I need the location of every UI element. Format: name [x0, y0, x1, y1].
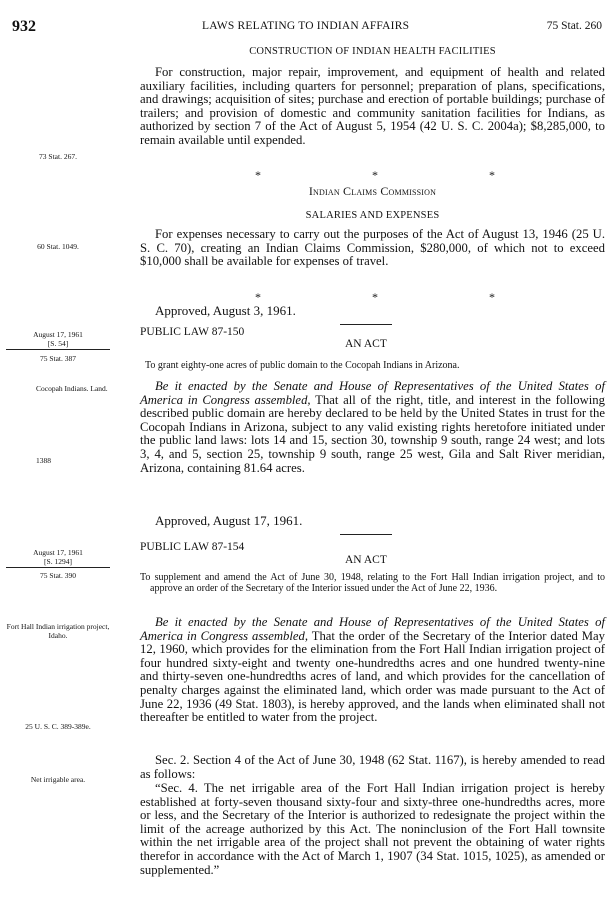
margin-bill-info [6, 548, 110, 568]
claims-commission-heading: Indian Claims Commission [308, 184, 437, 198]
divider [340, 534, 392, 535]
act-body: That the order of the Secretary of the Interior dated May 12, 1960, which provides for the elimination from the Fort Hall Indian irrigation project of four hundred sixty-eight and twenty one-hundredths acres and one hundred twenty-nine and thirty-seven one-hundredths acres of land, and which provides for the cancellation of penalty charges against the eliminated land, which order was made pursuant to the Act of June 22, 1936 (49 Stat. 1803), is hereby approved, and the lands when eliminated shall not thereafter be entitled to water from the project. [140, 628, 605, 725]
health-facilities-heading: CONSTRUCTION OF INDIAN HEALTH FACILITIES [249, 46, 496, 57]
margin-usc: 25 U. S. C. 389-389e. [25, 722, 91, 731]
star: * [372, 168, 378, 182]
margin-note-73-stat: 73 Stat. 267. [39, 152, 77, 161]
margin-fort-hall: Fort Hall Indian irrigation project, Idaho. [6, 622, 110, 640]
star: * [489, 168, 495, 182]
margin-stat: 75 Stat. 387 [39, 354, 77, 363]
star: * [489, 290, 495, 304]
page-header [12, 18, 602, 38]
enacting-clause [140, 380, 605, 475]
star: * [255, 168, 261, 182]
act-purpose: To grant eighty-one acres of public domain to the Cocopah Indians in Arizona. [145, 360, 460, 371]
bill-date: August 17, 1961 [33, 330, 83, 339]
page-number: 932 [12, 18, 36, 35]
divider [340, 324, 392, 325]
approved-date: Approved, August 3, 1961. [155, 303, 296, 318]
salaries-heading: SALARIES AND EXPENSES [305, 210, 440, 221]
margin-cocopah: Cocopah Indians. Land. [36, 384, 108, 393]
enacting-clause [140, 616, 605, 725]
approved-date: Approved, August 17, 1961. [155, 513, 303, 528]
section-4-quote: “Sec. 4. The net irrigable area of the Fort Hall Indian irrigation project is hereby established at forty-seven thousand sixty-four and sixty-three one-hundredths acres, more or less, and the Secretary of the Interior is authorized to redesignate the project within the limit of the acreage authorized by this Act. The noninclusion of the Fort Hall townsite within the net irrigable area of the project shall not prevent the obtaining of water rights therefor in accordance with the Act of March 1, 1907 (34 Stat. 1015, 1025), as amended or supplemented.” [140, 781, 605, 877]
claims-commission-text: For expenses necessary to carry out the purposes of the Act of August 13, 1946 (25 U. S. C. 70), creating an Indian Claims Commission, $280,000, of which not to exceed $10,000 shall be available for expenses of travel. [140, 227, 605, 269]
bill-date: August 17, 1961 [33, 548, 83, 557]
margin-mark: 1388 [36, 456, 51, 465]
bill-number: [S. 1294] [44, 557, 72, 566]
margin-note-60-stat: 60 Stat. 1049. [37, 242, 79, 251]
public-law-title: PUBLIC LAW 87-150 [140, 326, 245, 338]
margin-net-area: Net irrigable area. [30, 775, 86, 784]
section-2: Sec. 2. Section 4 of the Act of June 30, 1948 (62 Stat. 1167), is hereby amended to read as follows: [140, 753, 605, 781]
star: * [255, 290, 261, 304]
enacting-formula: Be it enacted by the Senate and House of Representatives of the United States of America in Congress assembled, [140, 615, 605, 643]
section-separator-stars [255, 168, 495, 183]
enacting-formula: Be it enacted by the Senate and House of Representatives of the United States of America in Congress assembled, [140, 379, 605, 407]
stat-reference: 75 Stat. 260 [546, 20, 602, 32]
health-facilities-text: For construction, major repair, improvement, and equipment of health and related auxiliary facilities, including quarters for personnel; preparation of plans, specifications, and drawings; acquisition of sites; purchase and erection of portable buildings; purchase of trailers; and provision of domestic and community sanitation facilities for Indians, as authorized by section 7 of the Act of August 5, 1954 (42 U. S. C. 2004a); $8,285,000, to remain available until expended. [140, 65, 605, 147]
act-heading: AN ACT [345, 338, 387, 350]
public-law-title: PUBLIC LAW 87-154 [140, 541, 245, 553]
running-title: LAWS RELATING TO INDIAN AFFAIRS [202, 20, 410, 32]
margin-stat: 75 Stat. 390 [39, 571, 77, 580]
margin-bill-info [6, 330, 110, 350]
act-heading: AN ACT [345, 554, 387, 566]
act-body: That all of the right, title, and interest in the following described public domain are hereby declared to be held by the United States in trust for the Cocopah Indians in Arizona, subject to any valid existing rights heretofore initiated under the public land laws: lots 14 and 15, section 30, township 9 south, range 24 west; and lots 3, 4, and 5, section 25, township 9 south, range 25 west, Gila and Salt River meridian, Arizona, containing 81.64 acres. [140, 392, 605, 475]
bill-number: [S. 54] [47, 339, 69, 348]
act-purpose: To supplement and amend the Act of June 30, 1948, relating to the Fort Hall Indian irrigation project, and to approve an order of the Secretary of the Interior issued under the Act of June 22, 1936. [140, 572, 605, 594]
star: * [372, 290, 378, 304]
